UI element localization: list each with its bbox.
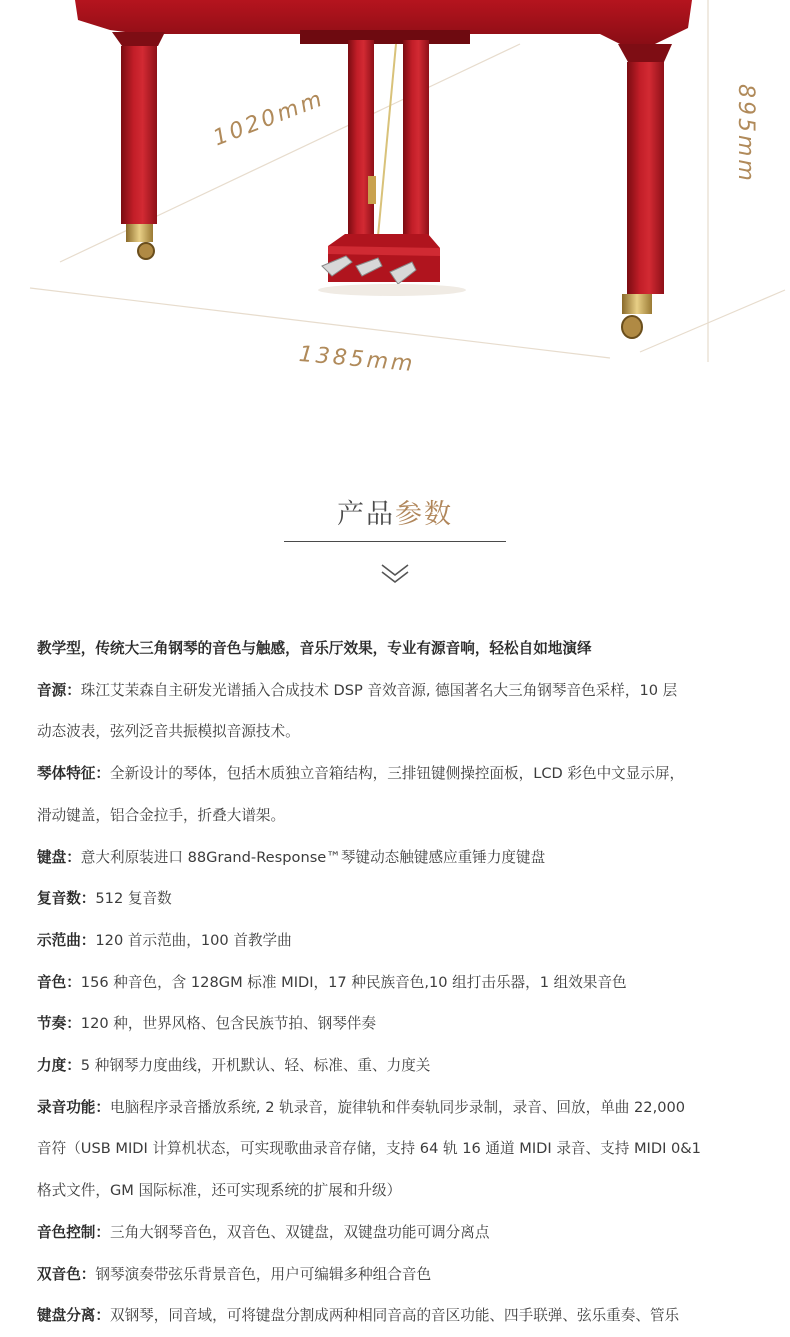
spec-value: 120 种，世界风格、包含民族节拍、钢琴伴奏 (80, 1015, 376, 1033)
spec-item (37, 1087, 752, 1129)
spec-label: 音色： (37, 973, 81, 991)
spec-value: 意大利原装进口 88Grand-Response™琴键动态触键感应重锤力度键盘 (80, 848, 546, 866)
spec-item (37, 1254, 752, 1296)
spec-label: 复音数： (37, 890, 96, 908)
spec-value: 电脑程序录音播放系统, 2 轨录音，旋律轨和伴奏轨同步录制，录音、回放，单曲 22,000 (109, 1098, 686, 1116)
left-leg (112, 32, 165, 259)
spec-value: 珠江艾茉森自主研发光谱插入合成技术 DSP 音效音源, 德国著名大三角钢琴音色采样，10 层 (80, 681, 678, 699)
section-title-part2: 参数 (395, 499, 453, 530)
double-chevron-down-icon (380, 562, 410, 586)
piano-product-image (0, 0, 790, 420)
spec-list (37, 628, 752, 1337)
spec-item (37, 920, 752, 962)
spec-label: 键盘分离： (37, 1307, 110, 1325)
spec-label: 节奏： (37, 1015, 81, 1033)
height-dimension-label: 895mm (733, 84, 758, 184)
spec-item-continuation (37, 1128, 752, 1170)
spec-label: 力度： (37, 1057, 81, 1075)
width-dimension-label: 1020mm (210, 86, 329, 152)
spec-label: 音色控制： (37, 1223, 110, 1241)
right-leg (618, 44, 672, 338)
section-title (0, 492, 790, 531)
spec-value: 512 复音数 (95, 890, 172, 908)
spec-value: 格式文件，GM 国际标准，还可实现系统的扩展和升级） (37, 1182, 402, 1200)
spec-label: 键盘： (37, 848, 81, 866)
spec-value: 滑动键盖，铝合金拉手，折叠大谱架。 (37, 806, 286, 824)
length-dimension-label: 1385mm (297, 342, 417, 378)
spec-value: 三角大钢琴音色，双音色、双键盘，双键盘功能可调分离点 (109, 1223, 490, 1241)
spec-value: 钢琴演奏带弦乐背景音色，用户可编辑多种组合音色 (95, 1265, 432, 1283)
title-divider (284, 541, 506, 542)
spec-label: 音源： (37, 681, 81, 699)
spec-item (37, 1045, 752, 1087)
spec-value: 156 种音色，含 128GM 标准 MIDI，17 种民族音色,10 组打击乐器，1 组效果音色 (80, 973, 627, 991)
spec-label: 录音功能： (37, 1098, 110, 1116)
spec-value: 动态波表，弦列泛音共振模拟音源技术。 (37, 723, 300, 741)
spec-item (37, 1003, 752, 1045)
spec-item-continuation (37, 795, 752, 837)
spec-value: 5 种钢琴力度曲线，开机默认、轻、标准、重、力度关 (80, 1057, 431, 1075)
spec-value: 全新设计的琴体，包括木质独立音箱结构，三排钮键侧操控面板，LCD 彩色中文显示屏， (109, 765, 685, 783)
spec-item (37, 878, 752, 920)
spec-value: 双钢琴，同音域，可将键盘分割成两种相同音高的音区功能、四手联弹、弦乐重奏、管乐 (109, 1307, 680, 1325)
spec-item (37, 1295, 752, 1337)
spec-label: 示范曲： (37, 931, 96, 949)
spec-item (37, 837, 752, 879)
spec-item (37, 753, 752, 795)
spec-item (37, 962, 752, 1004)
spec-value: 120 首示范曲，100 首教学曲 (95, 931, 292, 949)
spec-label: 双音色： (37, 1265, 96, 1283)
section-header (0, 490, 790, 590)
spec-item (37, 1212, 752, 1254)
spec-item-continuation (37, 1170, 752, 1212)
spec-label: 琴体特征： (37, 765, 110, 783)
section-title-part1: 产品 (337, 499, 395, 530)
spec-item (37, 670, 752, 712)
spec-item-continuation (37, 711, 752, 753)
spec-headline: 教学型，传统大三角钢琴的音色与触感，音乐厅效果，专业有源音响，轻松自如地演绎 (37, 640, 592, 657)
pedal-lyre (328, 40, 440, 282)
spec-value: 音符（USB MIDI 计算机状态，可实现歌曲录音存储，支持 64 轨 16 通道 MIDI 录音、支持 MIDI 0&1 (37, 1140, 701, 1158)
